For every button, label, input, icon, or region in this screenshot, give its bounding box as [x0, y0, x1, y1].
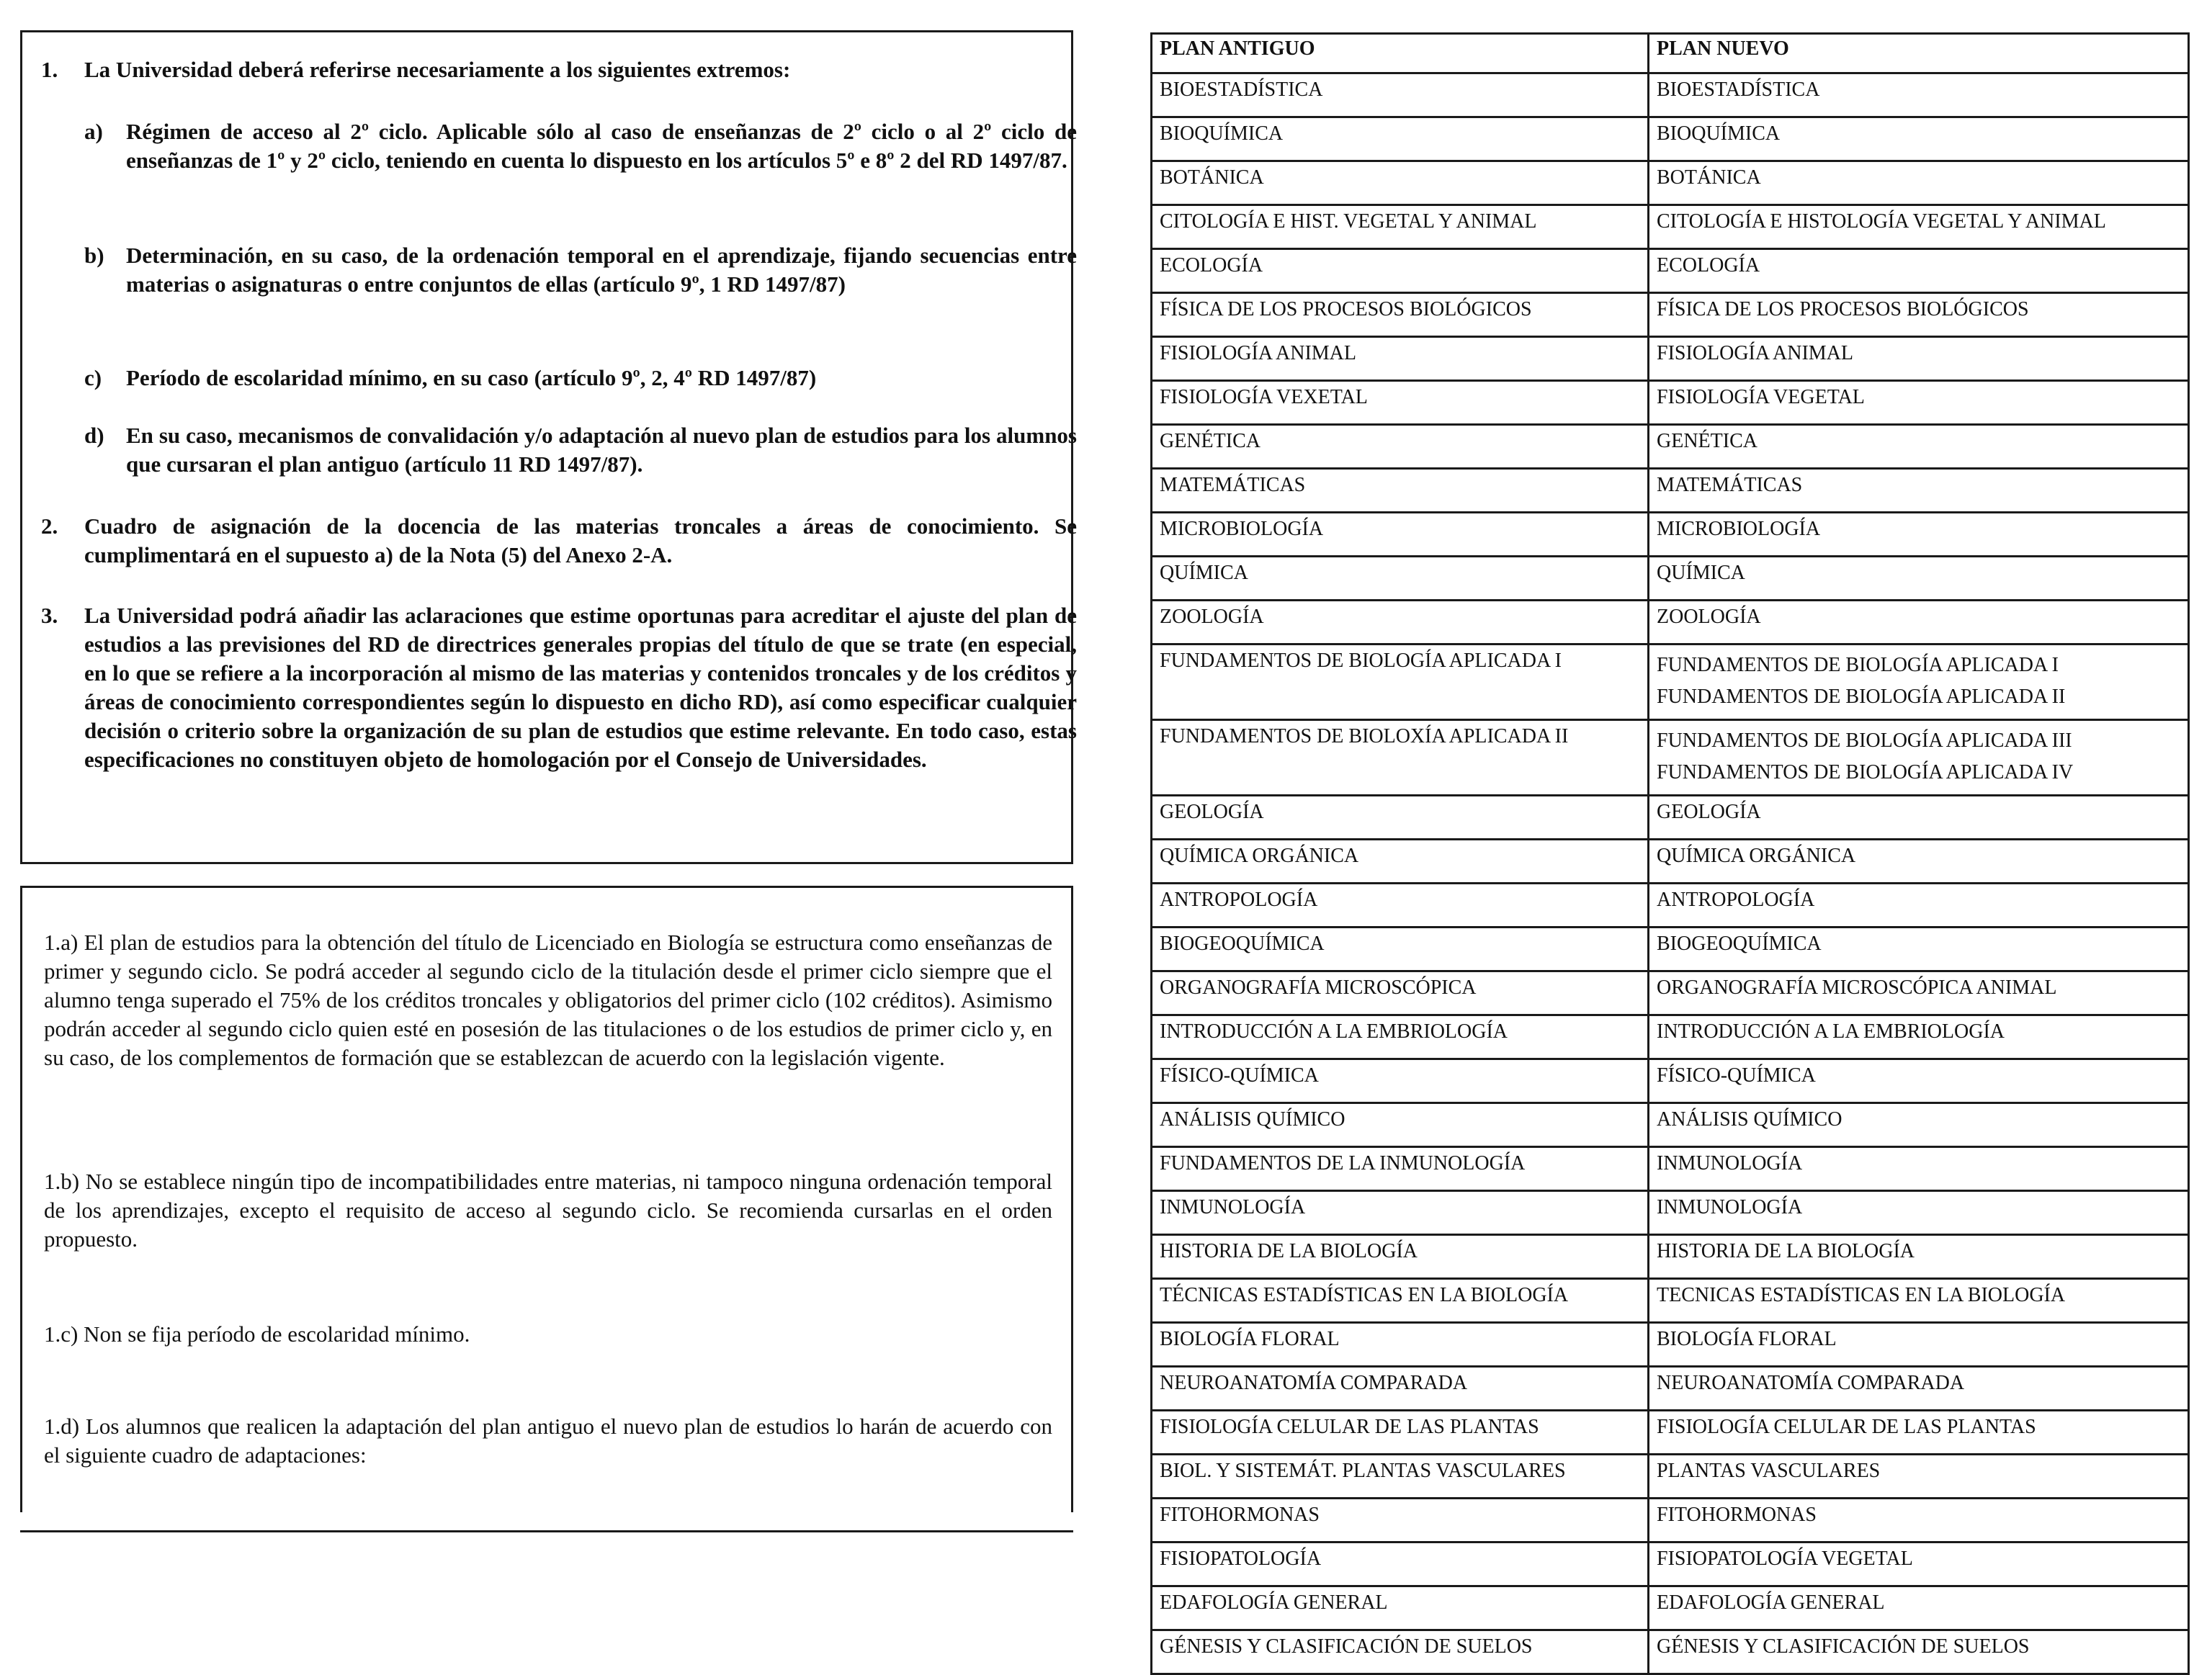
cell-plan-nuevo: FÍSICA DE LOS PROCESOS BIOLÓGICOS [1649, 293, 2189, 337]
cell-plan-nuevo: BIOGEOQUÍMICA [1649, 928, 2189, 971]
table-row [1152, 1499, 2189, 1542]
table-row [1152, 1542, 2189, 1586]
cell-plan-nuevo: ANÁLISIS QUÍMICO [1649, 1103, 2189, 1147]
cell-plan-nuevo: TECNICAS ESTADÍSTICAS EN LA BIOLOGÍA [1649, 1279, 2189, 1323]
cell-plan-nuevo: GENÉTICA [1649, 425, 2189, 469]
table-row [1152, 1367, 2189, 1411]
cell-plan-antiguo: FISIOLOGÍA CELULAR DE LAS PLANTAS [1152, 1411, 1649, 1455]
table-row [1152, 1630, 2189, 1674]
table-row [1152, 425, 2189, 469]
cell-plan-antiguo: FÍSICO-QUÍMICA [1152, 1059, 1649, 1103]
subitem-text: En su caso, mecanismos de convalidación y/o adaptación al nuevo plan de estudios para los alumnos que cursaran el plan antiguo (artículo 11 RD 1497/87). [126, 423, 1077, 477]
item-number: 1. [41, 57, 58, 82]
table-row [1152, 1586, 2189, 1630]
cell-plan-antiguo: BIOESTADÍSTICA [1152, 73, 1649, 117]
cell-plan-antiguo: EDAFOLOGÍA GENERAL [1152, 1586, 1649, 1630]
cell-plan-nuevo: ZOOLOGÍA [1649, 601, 2189, 645]
cell-plan-antiguo: GEOLOGÍA [1152, 796, 1649, 840]
cell-plan-antiguo: QUÍMICA [1152, 557, 1649, 601]
cell-plan-nuevo: QUÍMICA [1649, 557, 2189, 601]
cell-plan-antiguo: BIOQUÍMICA [1152, 117, 1649, 161]
cell-plan-nuevo: FISIOPATOLOGÍA VEGETAL [1649, 1542, 2189, 1586]
cell-plan-nuevo: MATEMÁTICAS [1649, 469, 2189, 513]
table-row [1152, 1235, 2189, 1279]
table-row [1152, 469, 2189, 513]
table-row [1152, 73, 2189, 117]
cell-plan-antiguo: QUÍMICA ORGÁNICA [1152, 840, 1649, 884]
cell-plan-antiguo: FITOHORMONAS [1152, 1499, 1649, 1542]
cell-plan-antiguo: BOTÁNICA [1152, 161, 1649, 205]
cell-plan-antiguo: NEUROANATOMÍA COMPARADA [1152, 1367, 1649, 1411]
note-1b: 1.b) No se establece ningún tipo de incompatibilidades entre materias, ni tampoco ninguna ordenación temporal de los aprendizajes, excepto el requisito de acceso al segundo ciclo. Se recomienda cursarlas en el orden propuesto. [44, 1169, 1052, 1252]
adaptation-table [1150, 32, 2190, 1675]
cell-plan-nuevo: HISTORIA DE LA BIOLOGÍA [1649, 1235, 2189, 1279]
cell-plan-nuevo: INMUNOLOGÍA [1649, 1191, 2189, 1235]
item-text: Cuadro de asignación de la docencia de las materias troncales a áreas de conocimiento. Se cumplimentará en el supuesto a) de la Nota (5) del Anexo 2-A. [84, 513, 1077, 567]
table-row [1152, 1279, 2189, 1323]
cell-plan-antiguo: HISTORIA DE LA BIOLOGÍA [1152, 1235, 1649, 1279]
cell-plan-antiguo: FISIOLOGÍA VEXETAL [1152, 381, 1649, 425]
item-number: 2. [41, 513, 58, 539]
cell-plan-antiguo: CITOLOGÍA E HIST. VEGETAL Y ANIMAL [1152, 205, 1649, 249]
table-row [1152, 796, 2189, 840]
table-row [1152, 1191, 2189, 1235]
table-row [1152, 1323, 2189, 1367]
table-row [1152, 1103, 2189, 1147]
cell-plan-antiguo: FUNDAMENTOS DE BIOLOGÍA APLICADA I [1152, 645, 1649, 720]
subitem-text: Régimen de acceso al 2º ciclo. Aplicable sólo al caso de enseñanzas de 2º ciclo o al 2º ciclo de enseñanzas de 1º y 2º ciclo, teniendo en cuenta lo dispuesto en los artículos 5º e 8º 2 del RD 1497/87. [126, 119, 1077, 173]
cell-line: FUNDAMENTOS DE BIOLOGÍA APLICADA II [1657, 686, 2066, 708]
cell-plan-nuevo [1649, 645, 2189, 720]
subitem-letter: b) [84, 243, 104, 268]
cell-plan-antiguo: ORGANOGRAFÍA MICROSCÓPICA [1152, 971, 1649, 1015]
cell-plan-nuevo: ORGANOGRAFÍA MICROSCÓPICA ANIMAL [1649, 971, 2189, 1015]
cell-plan-nuevo: FISIOLOGÍA ANIMAL [1649, 337, 2189, 381]
cell-plan-antiguo: ANTROPOLOGÍA [1152, 884, 1649, 928]
note-1d: 1.d) Los alumnos que realicen la adaptación del plan antiguo el nuevo plan de estudios lo harán de acuerdo con el siguiente cuadro de adaptaciones: [44, 1414, 1052, 1468]
cell-plan-nuevo: PLANTAS VASCULARES [1649, 1455, 2189, 1499]
cell-plan-nuevo: ANTROPOLOGÍA [1649, 884, 2189, 928]
cell-plan-nuevo: FISIOLOGÍA VEGETAL [1649, 381, 2189, 425]
cell-plan-nuevo: ECOLOGÍA [1649, 249, 2189, 293]
table-row [1152, 928, 2189, 971]
item-text: La Universidad podrá añadir las aclaraciones que estime oportunas para acreditar el ajuste del plan de estudios a las previsiones del RD de directrices generales propias del título de que se trate (en especial, en lo que se refiere a la incorporación al mismo de las materias y contenidos troncales y de los créditos y áreas de conocimiento correspondientes según lo dispuesto en dicho RD), así como especificar cualquier decisión o criterio sobre la organización de su plan de estudios que estime relevante. En todo caso, estas especificaciones no constituyen objeto de homologación por el Consejo de Universidades. [84, 603, 1077, 772]
cell-plan-antiguo: BIOGEOQUÍMICA [1152, 928, 1649, 971]
cell-plan-antiguo: ECOLOGÍA [1152, 249, 1649, 293]
cell-plan-nuevo: GÉNESIS Y CLASIFICACIÓN DE SUELOS [1649, 1630, 2189, 1674]
cell-plan-antiguo: INTRODUCCIÓN A LA EMBRIOLOGÍA [1152, 1015, 1649, 1059]
table-row [1152, 645, 2189, 720]
note-1a: 1.a) El plan de estudios para la obtención del título de Licenciado en Biología se estructura como enseñanzas de primer y segundo ciclo. Se podrá acceder al segundo ciclo de la titulación desde el primer ciclo siempre que el alumno tenga superado el 75% de los créditos troncales y obligatorios del primer ciclo (102 créditos). Asimismo podrán acceder al segundo ciclo quien esté en posesión de las titulaciones o de los estudios de primer ciclo y, en su caso, de los complementos de formación que se establezcan de acuerdo con la legislación vigente. [44, 930, 1052, 1070]
table-row [1152, 971, 2189, 1015]
cell-plan-antiguo: MICROBIOLOGÍA [1152, 513, 1649, 557]
table-body [1152, 73, 2189, 1674]
cell-plan-nuevo: MICROBIOLOGÍA [1649, 513, 2189, 557]
cell-plan-nuevo: FISIOLOGÍA CELULAR DE LAS PLANTAS [1649, 1411, 2189, 1455]
cell-plan-antiguo: ANÁLISIS QUÍMICO [1152, 1103, 1649, 1147]
cell-plan-antiguo: BIOL. Y SISTEMÁT. PLANTAS VASCULARES [1152, 1455, 1649, 1499]
table-row [1152, 840, 2189, 884]
table-row [1152, 117, 2189, 161]
subitem-letter: a) [84, 119, 103, 144]
table-row [1152, 1059, 2189, 1103]
table-row [1152, 720, 2189, 796]
table-row [1152, 1147, 2189, 1191]
cell-plan-antiguo: GENÉTICA [1152, 425, 1649, 469]
cell-plan-antiguo: BIOLOGÍA FLORAL [1152, 1323, 1649, 1367]
note-1c: 1.c) Non se fija período de escolaridad mínimo. [44, 1321, 470, 1347]
cell-plan-antiguo: TÉCNICAS ESTADÍSTICAS EN LA BIOLOGÍA [1152, 1279, 1649, 1323]
subitem-text: Período de escolaridad mínimo, en su caso (artículo 9º, 2, 4º RD 1497/87) [126, 365, 817, 390]
subitem-letter: d) [84, 423, 104, 448]
table-row [1152, 293, 2189, 337]
table-row [1152, 1411, 2189, 1455]
table-row [1152, 161, 2189, 205]
cell-plan-nuevo: GEOLOGÍA [1649, 796, 2189, 840]
subitem-letter: c) [84, 365, 102, 390]
cell-plan-antiguo: FUNDAMENTOS DE BIOLOXÍA APLICADA II [1152, 720, 1649, 796]
table-row [1152, 249, 2189, 293]
cell-line: FUNDAMENTOS DE BIOLOGÍA APLICADA IV [1657, 761, 2074, 783]
cell-plan-nuevo: CITOLOGÍA E HISTOLOGÍA VEGETAL Y ANIMAL [1649, 205, 2189, 249]
cell-plan-nuevo: BIOQUÍMICA [1649, 117, 2189, 161]
cell-plan-nuevo: EDAFOLOGÍA GENERAL [1649, 1586, 2189, 1630]
item-text: La Universidad deberá referirse necesariamente a los siguientes extremos: [84, 57, 791, 82]
table-row [1152, 1015, 2189, 1059]
table-row [1152, 601, 2189, 645]
cell-plan-antiguo: FUNDAMENTOS DE LA INMUNOLOGÍA [1152, 1147, 1649, 1191]
cell-plan-antiguo: MATEMÁTICAS [1152, 469, 1649, 513]
cell-plan-nuevo: BOTÁNICA [1649, 161, 2189, 205]
cell-plan-antiguo: FISIOLOGÍA ANIMAL [1152, 337, 1649, 381]
cell-plan-nuevo: INTRODUCCIÓN A LA EMBRIOLOGÍA [1649, 1015, 2189, 1059]
cell-line: FUNDAMENTOS DE BIOLOGÍA APLICADA I [1657, 654, 2059, 676]
table-row [1152, 381, 2189, 425]
header-plan-nuevo: PLAN NUEVO [1649, 34, 2189, 73]
table-row [1152, 557, 2189, 601]
cell-plan-nuevo: BIOESTADÍSTICA [1649, 73, 2189, 117]
header-plan-antiguo: PLAN ANTIGUO [1152, 34, 1649, 73]
cell-plan-antiguo: GÉNESIS Y CLASIFICACIÓN DE SUELOS [1152, 1630, 1649, 1674]
cell-plan-antiguo: ZOOLOGÍA [1152, 601, 1649, 645]
notes-box [20, 886, 1073, 1512]
cell-plan-nuevo: FÍSICO-QUÍMICA [1649, 1059, 2189, 1103]
cell-plan-nuevo: FITOHORMONAS [1649, 1499, 2189, 1542]
item-number: 3. [41, 603, 58, 628]
table-row [1152, 205, 2189, 249]
cell-plan-nuevo: BIOLOGÍA FLORAL [1649, 1323, 2189, 1367]
table-row [1152, 337, 2189, 381]
table-row [1152, 884, 2189, 928]
box-bottom-rule [20, 1530, 1073, 1532]
table-row [1152, 513, 2189, 557]
requirements-box [20, 30, 1077, 864]
cell-plan-nuevo: INMUNOLOGÍA [1649, 1147, 2189, 1191]
cell-plan-antiguo: INMUNOLOGÍA [1152, 1191, 1649, 1235]
cell-plan-nuevo: QUÍMICA ORGÁNICA [1649, 840, 2189, 884]
cell-plan-antiguo: FISIOPATOLOGÍA [1152, 1542, 1649, 1586]
cell-plan-nuevo [1649, 720, 2189, 796]
subitem-text: Determinación, en su caso, de la ordenación temporal en el aprendizaje, fijando secuencias entre materias o asignaturas o entre conjuntos de ellas (artículo 9º, 1 RD 1497/87) [126, 243, 1077, 297]
cell-plan-antiguo: FÍSICA DE LOS PROCESOS BIOLÓGICOS [1152, 293, 1649, 337]
table-header-row [1152, 34, 2189, 73]
cell-line: FUNDAMENTOS DE BIOLOGÍA APLICADA III [1657, 729, 2072, 752]
table-row [1152, 1455, 2189, 1499]
cell-plan-nuevo: NEUROANATOMÍA COMPARADA [1649, 1367, 2189, 1411]
